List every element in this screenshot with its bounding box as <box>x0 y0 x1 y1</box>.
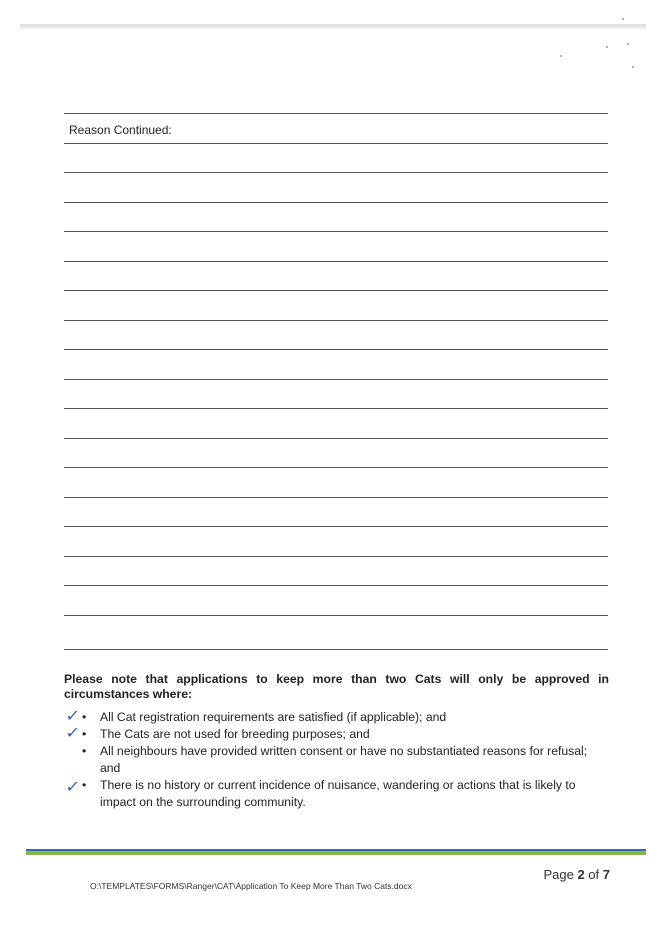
approval-note: Please note that applications to keep more than two Cats will only be approved in circumstances where: <box>64 672 609 701</box>
condition-text: The Cats are not used for breeding purposes; and <box>100 727 370 741</box>
writing-line[interactable] <box>64 320 608 321</box>
checkmark-icon: ✓ <box>64 706 81 725</box>
condition-text: All neighbours have provided written consent or have no substantiated reasons for refusal; and <box>100 744 588 775</box>
condition-item <box>64 706 609 726</box>
writing-line[interactable] <box>64 349 608 350</box>
writing-line[interactable] <box>64 261 608 262</box>
writing-line[interactable] <box>64 202 608 203</box>
document-file-path: O:\TEMPLATES\FORMS\Ranger\CAT\Application To Keep More Than Two Cats.docx <box>90 881 412 891</box>
footer-color-band <box>26 849 646 855</box>
writing-line[interactable] <box>64 143 608 144</box>
checkmark-icon: ✓ <box>64 723 81 742</box>
page-total: 7 <box>602 867 610 882</box>
condition-item <box>64 777 609 811</box>
writing-line[interactable] <box>64 585 608 586</box>
writing-line[interactable] <box>64 497 608 498</box>
form-rule <box>64 113 608 114</box>
page-prefix: Page <box>543 867 574 882</box>
page-number <box>543 867 610 882</box>
writing-line[interactable] <box>64 172 608 173</box>
writing-line[interactable] <box>64 290 608 291</box>
bullet-dot-icon: • <box>82 710 87 724</box>
condition-item <box>64 743 609 777</box>
condition-text: All Cat registration requirements are satisfied (if applicable); and <box>100 710 447 724</box>
scan-speck <box>622 18 624 20</box>
bullet-dot-icon: • <box>82 778 87 792</box>
scan-speck <box>627 43 629 45</box>
scan-speck <box>632 66 634 68</box>
writing-line[interactable] <box>64 556 608 557</box>
scan-edge-artifact <box>20 24 646 29</box>
page-of: of <box>588 867 600 882</box>
reason-continued-label: Reason Continued: <box>69 123 172 137</box>
writing-line[interactable] <box>64 467 608 468</box>
writing-line[interactable] <box>64 408 608 409</box>
writing-line[interactable] <box>64 438 608 439</box>
writing-line[interactable] <box>64 649 608 650</box>
scan-speck <box>560 55 562 57</box>
conditions-list <box>64 706 609 811</box>
bullet-dot-icon: • <box>82 744 87 758</box>
writing-line[interactable] <box>64 379 608 380</box>
writing-line[interactable] <box>64 615 608 616</box>
page-current: 2 <box>577 867 585 882</box>
scan-speck <box>606 46 608 48</box>
bullet-dot-icon: • <box>82 727 87 741</box>
writing-line[interactable] <box>64 231 608 232</box>
writing-line[interactable] <box>64 526 608 527</box>
condition-text: There is no history or current incidence of nuisance, wandering or actions that is likely to impact on the surrounding community. <box>100 778 576 809</box>
condition-item <box>64 723 609 743</box>
checkmark-icon: ✓ <box>64 777 81 796</box>
